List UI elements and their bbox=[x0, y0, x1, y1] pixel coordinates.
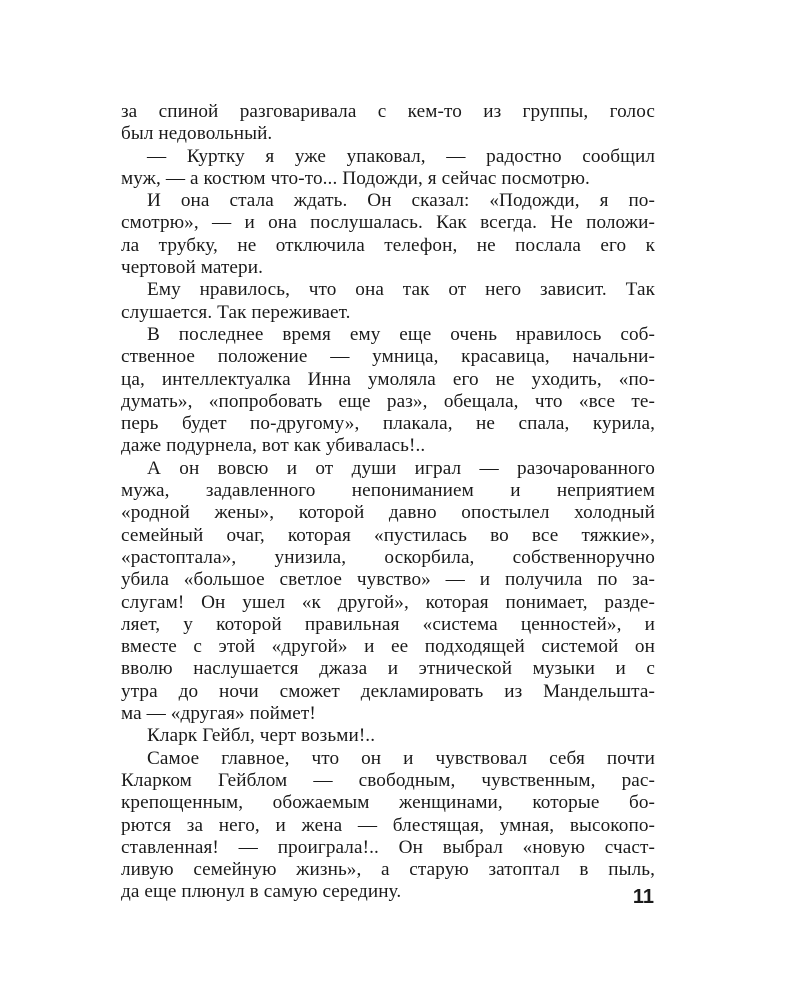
text-line: слугам! Он ушел «к другой», которая понимает, разде- bbox=[121, 591, 655, 613]
text-line: «растоптала», унизила, оскорбила, собственноручно bbox=[121, 546, 655, 568]
text-line: чертовой матери. bbox=[121, 257, 264, 279]
text-line: да еще плюнул в самую середину. bbox=[121, 881, 402, 903]
text-line: убила «большое светлое чувство» — и получила по за- bbox=[121, 569, 655, 591]
text-line: вволю наслушается джаза и этнической музыки и с bbox=[121, 658, 655, 680]
text-line: за спиной разговаривала с кем-то из группы, голос bbox=[121, 101, 655, 122]
text-line: ственное положение — умница, красавица, начальни- bbox=[121, 346, 655, 368]
text-line: семейный очаг, которая «пустилась во все тяжкие», bbox=[121, 524, 655, 546]
text-line: рются за него, и жена — блестящая, умная, высокопо- bbox=[121, 814, 655, 836]
page-body-text bbox=[121, 101, 655, 904]
text-line: даже подурнела, вот как убивалась!.. bbox=[121, 435, 426, 457]
text-line: ляет, у которой правильная «система ценностей», и bbox=[121, 613, 655, 635]
text-line: Кларком Гейблом — свободным, чувственным, рас- bbox=[121, 769, 655, 791]
text-line: смотрю», — и она послушалась. Как всегда. Не положи- bbox=[121, 212, 655, 234]
text-line: А он вовсю и от души играл — разочарованного bbox=[147, 457, 655, 479]
text-line: перь будет по-другому», плакала, не спала, курила, bbox=[121, 413, 655, 435]
page-number: 11 bbox=[632, 886, 654, 908]
text-line: В последнее время ему еще очень нравилось соб- bbox=[147, 323, 655, 345]
text-line: ма — «другая» поймет! bbox=[121, 703, 316, 725]
text-line: ца, интеллектуалка Инна умоляла его не уходить, «по- bbox=[121, 368, 655, 390]
text-line: думать», «попробовать еще раз», обещала, что «все те- bbox=[121, 390, 655, 412]
text-line: ливую семейную жизнь», а старую затоптал в пыль, bbox=[121, 859, 655, 881]
text-line: Кларк Гейбл, черт возьми!.. bbox=[147, 725, 376, 747]
text-line: мужа, задавленного непониманием и неприятием bbox=[121, 480, 655, 502]
text-line: крепощенным, обожаемым женщинами, которые бо- bbox=[121, 792, 655, 814]
text-line: ла трубку, не отключила телефон, не послала его к bbox=[121, 234, 655, 256]
text-line: Самое главное, что он и чувствовал себя почти bbox=[147, 747, 655, 769]
text-line: И она стала ждать. Он сказал: «Подожди, я по- bbox=[147, 190, 655, 212]
text-line: слушается. Так переживает. bbox=[121, 301, 351, 323]
text-line: муж, — а костюм что-то... Подожди, я сейчас посмотрю. bbox=[121, 167, 590, 189]
text-line: — Куртку я уже упаковал, — радостно сообщил bbox=[147, 145, 655, 167]
text-line: вместе с этой «другой» и ее подходящей системой он bbox=[121, 636, 655, 658]
text-line: утра до ночи сможет декламировать из Мандельшта- bbox=[121, 680, 655, 702]
text-line: ставленная! — проиграла!.. Он выбрал «новую счаст- bbox=[121, 836, 655, 858]
text-line: был недовольный. bbox=[121, 123, 273, 145]
text-line: Ему нравилось, что она так от него зависит. Так bbox=[147, 279, 655, 301]
text-line: «родной жены», которой давно опостылел холодный bbox=[121, 502, 655, 524]
